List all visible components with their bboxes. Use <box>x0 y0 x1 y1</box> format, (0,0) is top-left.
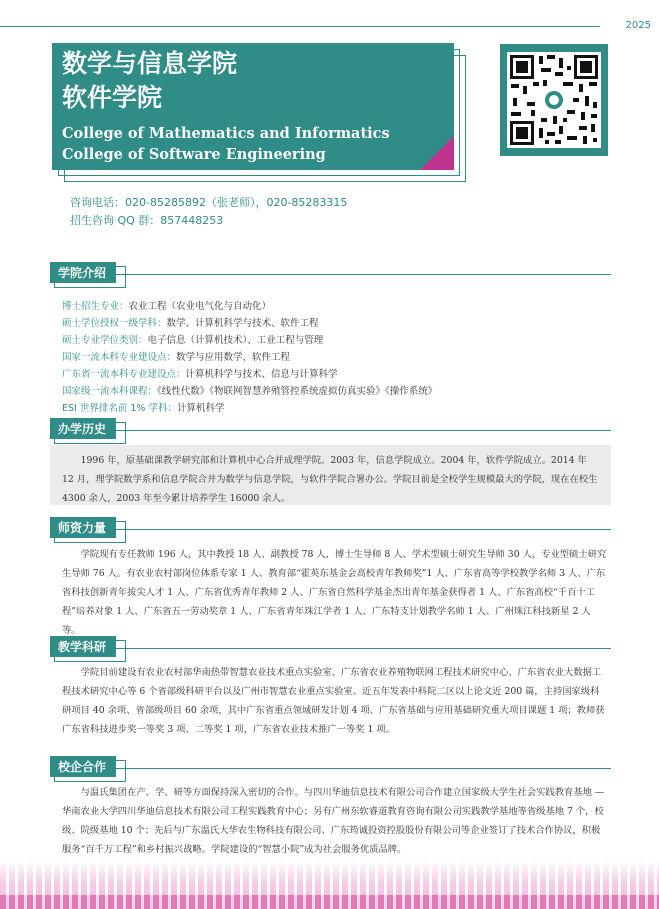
section-intro-header <box>50 262 116 283</box>
intro-value: 《线性代数》《物联网智慧养殖管控系统虚拟仿真实验》《操作系统》 <box>157 386 438 397</box>
banner-panel <box>52 43 454 170</box>
intro-value: 数学与应用数学、软件工程 <box>176 352 291 363</box>
intro-item <box>62 400 437 417</box>
top-divider <box>0 26 600 27</box>
intro-item <box>62 383 437 400</box>
contact-phone: 咨询电话：020-85285892（张老师），020-85283315 <box>70 196 348 209</box>
intro-value: 数学、计算机科学与技术、软件工程 <box>166 318 319 329</box>
cooperation-text: 与温氏集团在产、学、研等方面保持深入密切的合作。与四川华迪信息技术有限公司合作建立国家级大学生社会实践教育基地 — 华南农业大学四川华迪信息技术有限公司工程实践教育中心；另有广州东软睿道教育咨询有限公司实践教学基地等省级基地 7 个，校级、院级基地 10 个；先后与广东温氏大华农生物科技有限公司、广东筠诚投资控股股份有限公司等企业签订了技术合作协议，积极服务“百千万工程”和乡村振兴战略。学院建设的“智慧小院”成为社会服务优质品牌。 <box>62 787 605 855</box>
section-history-title: 办学历史 <box>50 418 116 439</box>
intro-key: 广东省一流本科专业建设点： <box>62 369 186 380</box>
decorative-footer-pattern <box>0 861 659 909</box>
qr-code-graphic <box>507 52 601 148</box>
section-research-title: 教学科研 <box>50 636 116 657</box>
intro-item <box>62 349 437 366</box>
section-faculty-title: 师资力量 <box>50 517 116 538</box>
title-banner <box>52 43 454 170</box>
contact-info <box>70 194 347 230</box>
section-cooperation-header <box>50 756 116 777</box>
research-text: 学院目前建设有农业农村部华南热带智慧农业技术重点实验室、广东省农业养殖物联网工程技术研究中心、广东省农业大数据工程技术研究中心等 6 个省部级科研平台以及广州市智慧农业重点实验室。近五年发表中科院二区以上论文近 200 篇，主持国家级科研项目 40 余项、省部级项目 60 余项，其中广东省重点领域研发计划 4 项、广东省基础与应用基础研究重大项目课题 1 项；教师获广东省科技进步奖一等奖 3 项、二等奖 1 项，广东省农业技术推广一等奖 1 项。 <box>62 667 605 735</box>
intro-key: 硕士专业学位类别： <box>62 335 148 346</box>
section-rule <box>50 768 611 769</box>
section-research-header <box>50 636 116 657</box>
en-title-line1: College of Mathematics and Informatics <box>62 125 390 142</box>
section-cooperation-title: 校企合作 <box>50 756 116 777</box>
contact-qq: 招生咨询 QQ 群：857448253 <box>70 214 224 227</box>
intro-key: 国家级一流本科课程： <box>62 386 158 397</box>
en-title-line2: College of Software Engineering <box>62 146 326 163</box>
section-rule <box>50 430 611 431</box>
faculty-text: 学院现有专任教师 196 人，其中教授 18 人、副教授 78 人，博士生导师 8 人、学术型硕士研究生导师 30 人，专业型硕士研究生导师 76 人。有农业农村部岗位体系专家 1 人、教育部“霍英东基金会高校青年教师奖”1 人、广东省高等学校教学名师 3 人、广东省科技创新青年拔尖人才 1 人、广东省优秀青年教师 2 人、广东省自然科学基金杰出青年基金获得者 1 人、广东省高校“千百十工程”培养对象 1 人、广东省五一劳动奖章 1 人、广东省青年珠江学者 1 人、广东特支计划教学名师 1 人、广州珠江科技新星 2 人等。 <box>62 549 607 636</box>
banner-corner-triangle <box>420 136 454 170</box>
history-text: 1996 年，原基础课教学研究部和计算机中心合并成理学院。2003 年，信息学院成立。2004 年，软件学院成立。2014 年 12 月，理学院数学系和信息学院合并为数学与信息学院，与软件学院合署办公。学院目前是全校学生规模最大的学院，现在在校生 4300 余人，2003 年至今累计培养学生 16000 余人。 <box>50 445 611 505</box>
intro-key: 国家一流本科专业建设点： <box>62 352 177 363</box>
college-name-chinese <box>62 47 237 115</box>
intro-value: 电子信息（计算机技术）、工业工程与管理 <box>147 335 324 346</box>
qr-code <box>500 44 608 156</box>
section-history-header <box>50 418 116 439</box>
intro-key: 博士招生专业： <box>62 301 129 312</box>
section-faculty-header <box>50 517 116 538</box>
section-rule <box>50 274 611 275</box>
intro-value: 计算机科学 <box>176 403 225 414</box>
section-intro-title: 学院介绍 <box>50 262 116 283</box>
intro-value: 农业工程（农业电气化与自动化） <box>128 301 272 312</box>
intro-key: 硕士学位授权一级学科： <box>62 318 167 329</box>
year-label: 2025 <box>625 20 651 31</box>
intro-key: ESI 世界排名前 1% 学科： <box>62 403 177 414</box>
intro-item <box>62 332 437 349</box>
intro-item <box>62 366 437 383</box>
cn-title-line2: 软件学院 <box>62 83 163 112</box>
intro-item <box>62 315 437 332</box>
section-rule <box>50 648 611 649</box>
intro-item <box>62 298 437 315</box>
intro-value: 计算机科学与技术、信息与计算科学 <box>185 369 338 380</box>
cn-title-line1: 数学与信息学院 <box>62 49 238 78</box>
section-rule <box>50 529 611 530</box>
college-name-english <box>62 123 390 165</box>
intro-list <box>62 298 437 417</box>
